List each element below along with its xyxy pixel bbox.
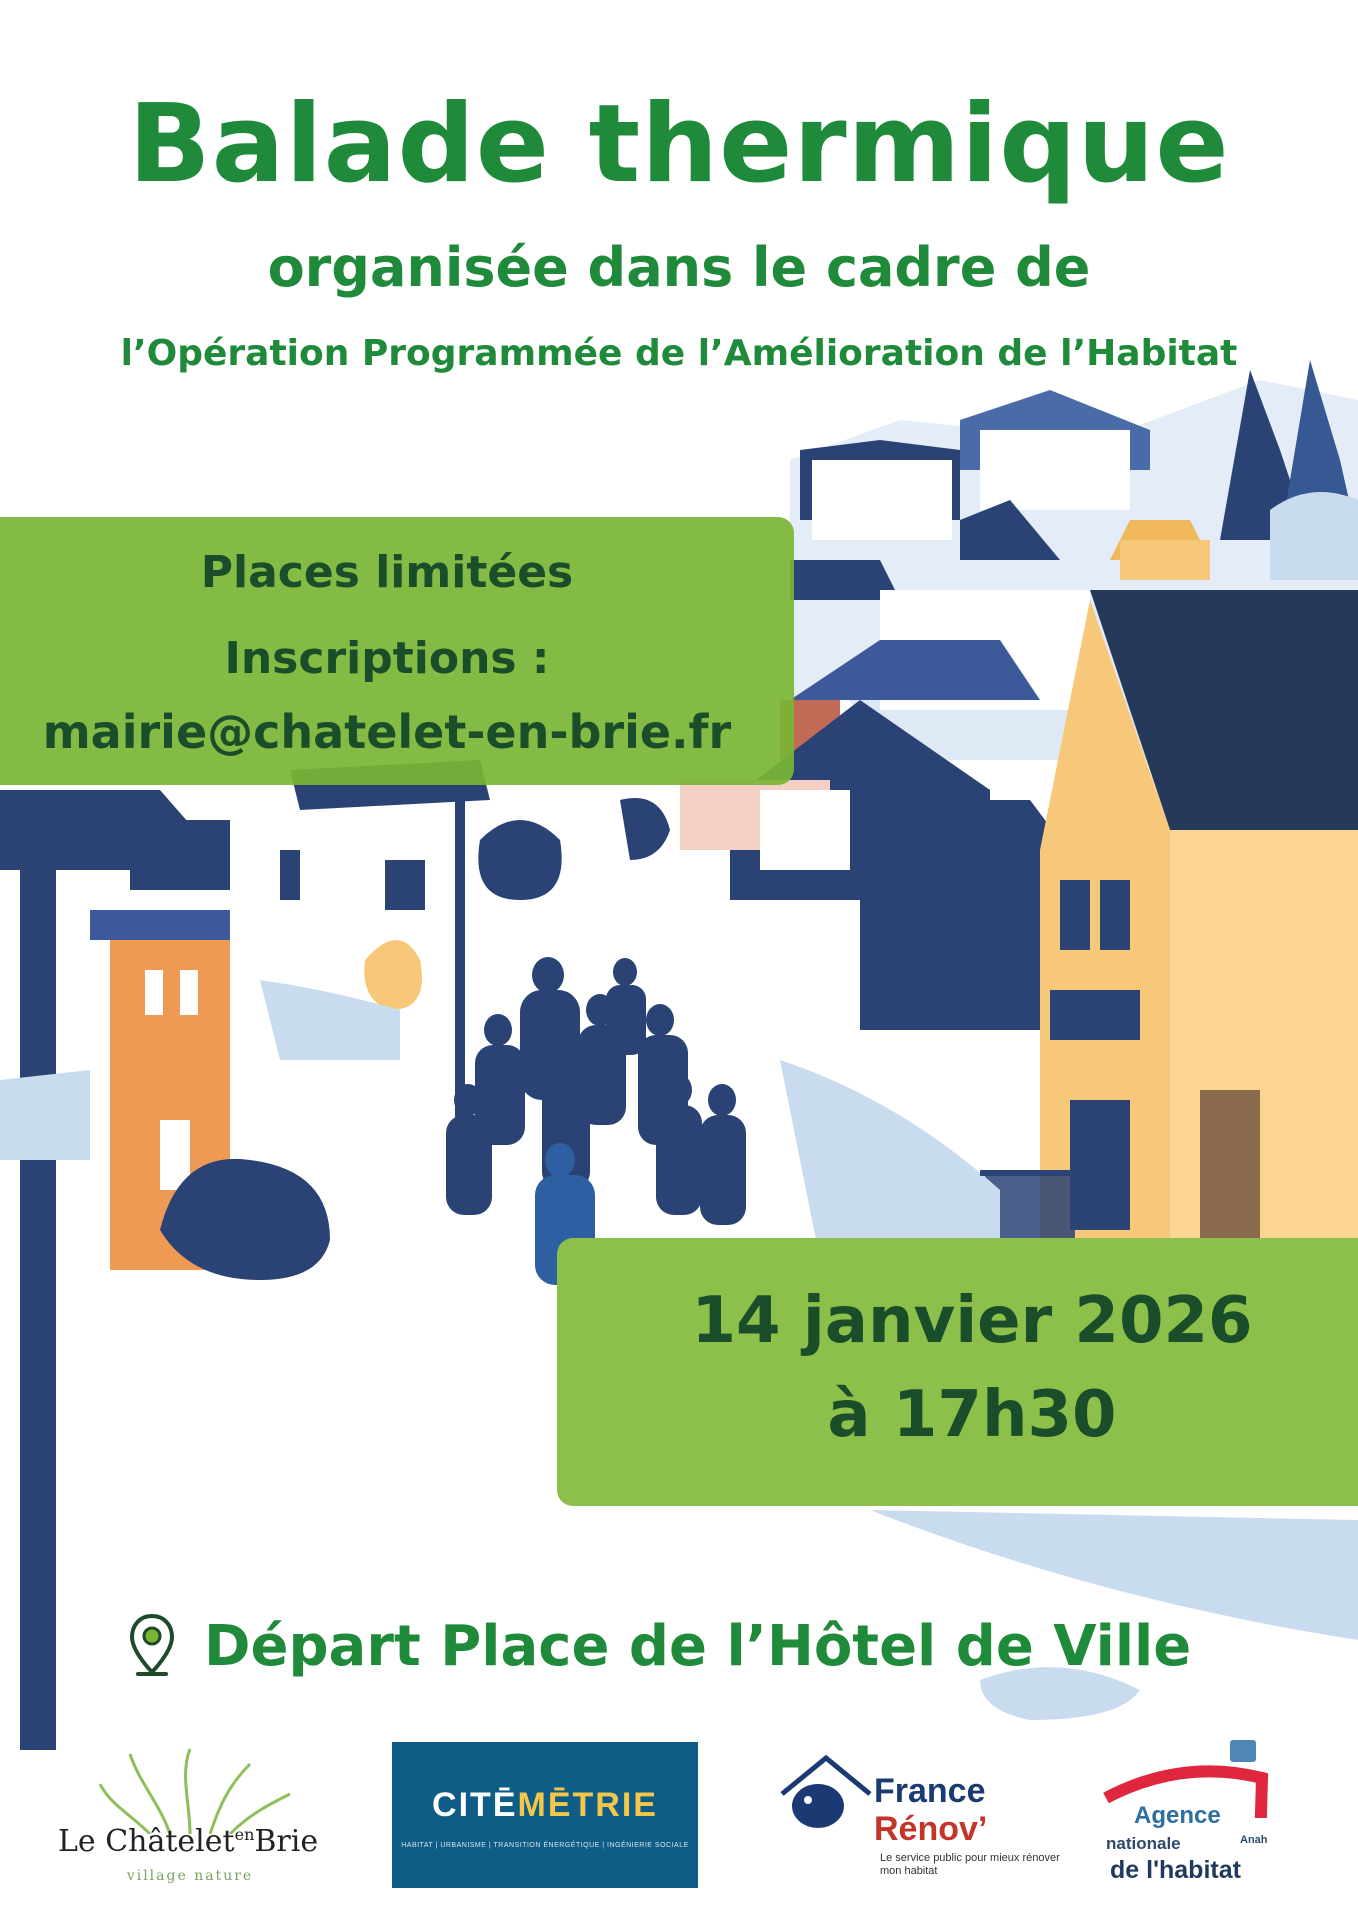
event-title: Balade thermique bbox=[128, 82, 1230, 207]
chatelet-name: Le Châtelet$^{en}$Brie bbox=[58, 1824, 319, 1859]
chatelet-en-brie-logo bbox=[40, 1744, 340, 1894]
citemetrie-name: CITĒMĒTRIE bbox=[432, 1786, 658, 1824]
start-location bbox=[130, 1606, 1191, 1686]
anah-abbr: Anah bbox=[1240, 1834, 1268, 1846]
registration-box bbox=[0, 517, 794, 785]
france-renov-tagline: Le service public pour mieux rénover mon habitat bbox=[880, 1852, 1060, 1877]
citemetrie-tagline: HABITAT | URBANISME | TRANSITION ÉNERGÉTIQUE | INGÉNIERIE SOCIALE bbox=[401, 1842, 689, 1849]
chatelet-tagline: village nature bbox=[126, 1868, 254, 1884]
registration-label: Inscriptions : bbox=[224, 633, 550, 684]
event-time: à 17h30 bbox=[827, 1378, 1117, 1452]
plant-icon bbox=[40, 1744, 340, 1834]
event-subtitle: organisée dans le cadre de bbox=[267, 236, 1091, 299]
france-renov-logo bbox=[776, 1744, 1076, 1894]
anah-line3: de l'habitat bbox=[1110, 1856, 1241, 1884]
map-pin-icon bbox=[130, 1614, 174, 1678]
anah-logo bbox=[1092, 1738, 1332, 1898]
program-name: l’Opération Programmée de l’Amélioration de l’Habitat bbox=[120, 333, 1238, 374]
event-date: 14 janvier 2026 bbox=[691, 1284, 1253, 1358]
france-renov-line2: Rénov’ bbox=[874, 1810, 988, 1848]
anah-line1: Agence bbox=[1134, 1802, 1221, 1829]
places-limited-text: Places limitées bbox=[200, 547, 574, 598]
anah-line2: nationale bbox=[1106, 1834, 1181, 1853]
start-location-text: Départ Place de l’Hôtel de Ville bbox=[204, 1613, 1192, 1679]
citemetrie-logo bbox=[392, 1742, 698, 1888]
france-renov-line1: France bbox=[874, 1772, 986, 1810]
house-roof-icon bbox=[776, 1750, 876, 1850]
date-box bbox=[557, 1238, 1358, 1506]
registration-email[interactable]: mairie@chatelet-en-brie.fr bbox=[42, 705, 732, 759]
